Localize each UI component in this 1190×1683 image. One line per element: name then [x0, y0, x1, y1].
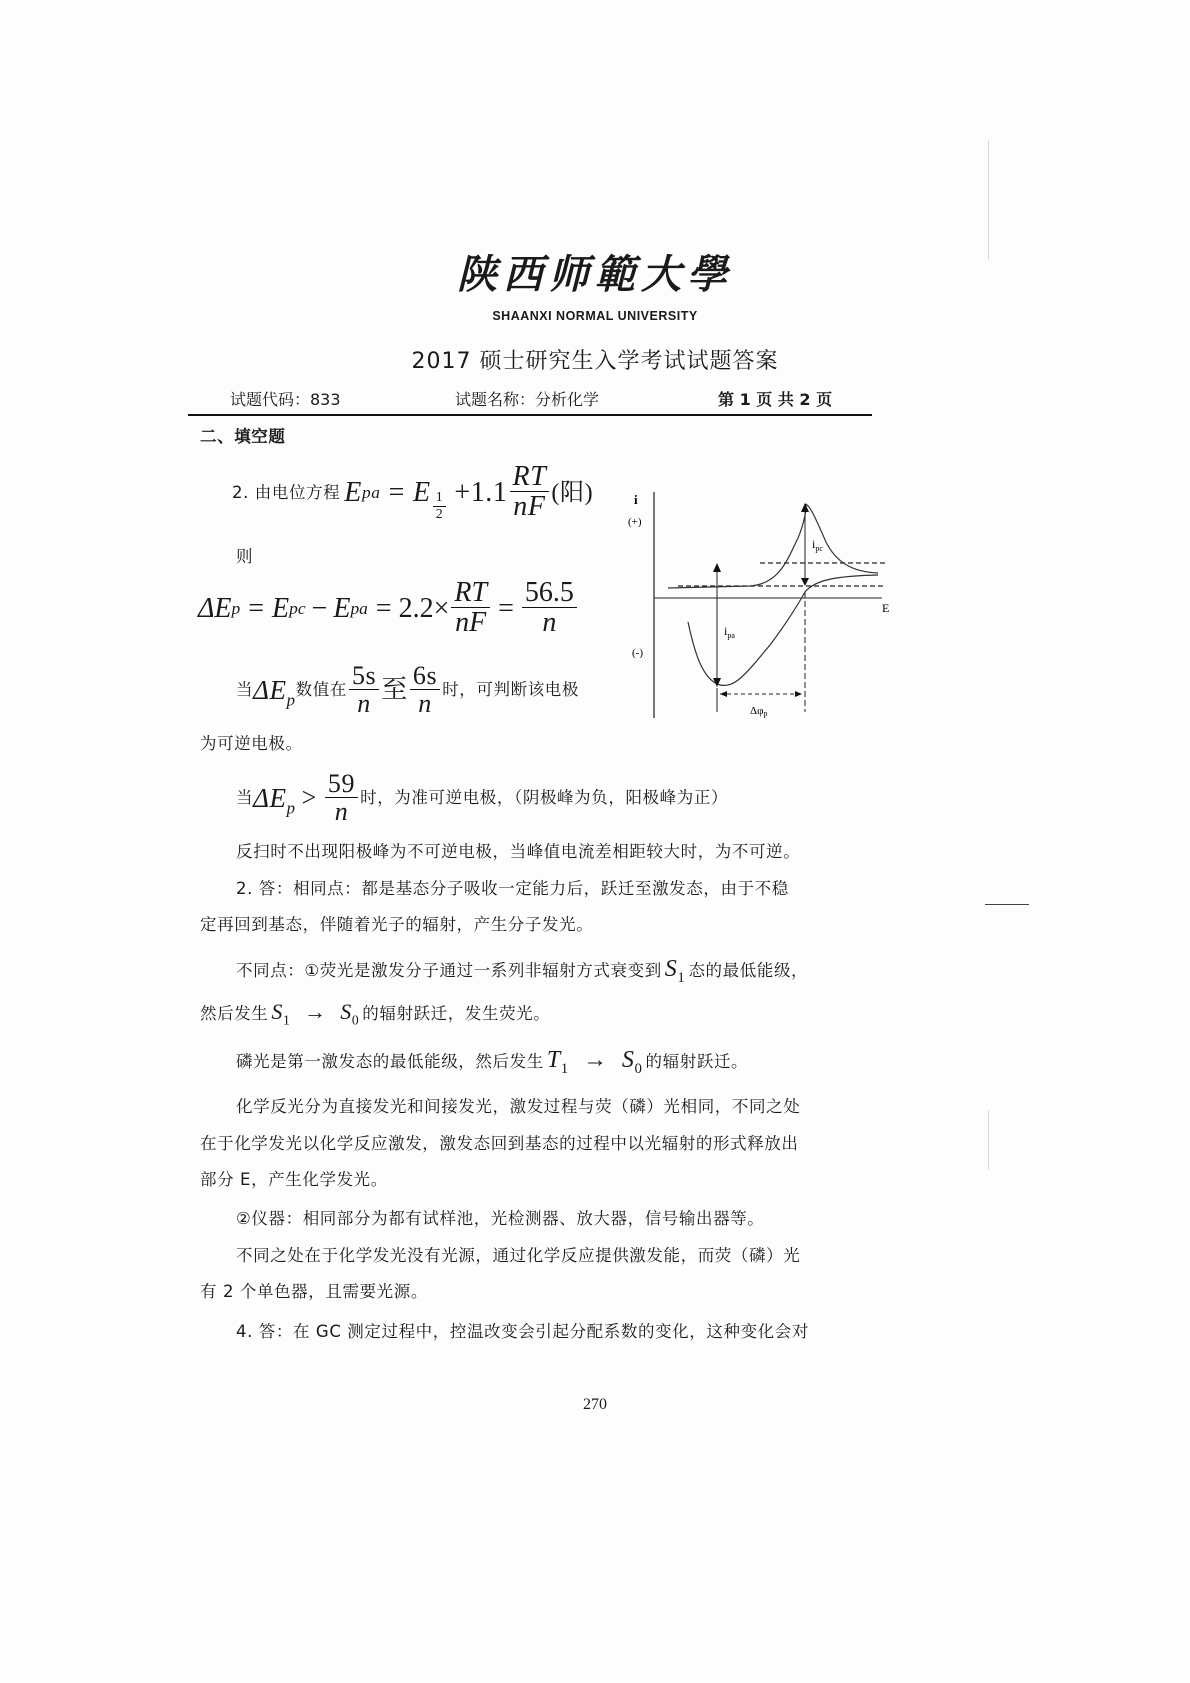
chemiluminescence-text-3: 部分 E，产生化学发光。 — [200, 1170, 388, 1189]
exam-name: 试题名称：分析化学 — [455, 390, 600, 409]
eq1-equals: = — [388, 476, 405, 508]
ipc-arrow-head-up — [801, 503, 809, 512]
eq1-coef: +1.1 — [454, 476, 508, 508]
line4-gt: > — [301, 783, 317, 813]
instrument-differences-1: 不同之处在于化学发光没有光源，通过化学反应提供激发能，而荧（磷）光 — [236, 1246, 801, 1265]
then-label: 则 — [236, 547, 254, 566]
ipc-arrow-head-down — [801, 578, 809, 586]
cyclic-voltammogram-diagram — [620, 480, 900, 735]
negative-label: (-) — [632, 647, 643, 659]
instrument-differences-2: 有 2 个单色器，且需要光源。 — [200, 1282, 428, 1301]
line3-delta-ep: $\Delta E_p$ — [253, 674, 296, 710]
eq1-fraction: $\frac{RT}{nF}$ — [510, 462, 550, 523]
equation-2: ΔE p = E pc − E pa = 2.2× $\frac{RT}{nF}$ = $\frac{56.5}{n}$ — [198, 578, 579, 639]
header-rule — [188, 414, 872, 416]
line3-prefix: 当 — [236, 680, 254, 700]
eq2-minus: − — [311, 592, 328, 624]
instrument-similarities: ②仪器：相同部分为都有试样池，光检测器、放大器，信号输出器等。 — [236, 1209, 765, 1228]
page-number: 270 — [583, 1396, 607, 1413]
phosphorescence-prefix: 磷光是第一激发态的最低能级，然后发生 — [236, 1052, 544, 1071]
positive-label: (+) — [628, 516, 642, 528]
fluorescence-prefix: 不同点：①荧光是激发分子通过一系列非辐射方式衰变到 — [236, 961, 662, 980]
equation-1-line — [232, 462, 593, 523]
line3-to: 至 — [381, 675, 408, 706]
university-logo-cn: 陕西师範大學 — [457, 251, 733, 298]
transition-suffix: 的辐射跃迁，发生荧光。 — [362, 1004, 551, 1023]
delta-arrow-head-right — [795, 691, 802, 697]
section-heading: 二、填空题 — [200, 427, 286, 446]
y-axis-label: i — [634, 492, 638, 507]
eq2-result: $\frac{56.5}{n}$ — [522, 578, 577, 639]
scan-edge-mark-2 — [988, 1110, 989, 1170]
line4-suffix: 时，为准可逆电极，（阴极峰为负，阳极峰为正） — [360, 788, 729, 808]
eq2-epc: E — [272, 592, 290, 624]
cathodic-branch — [668, 504, 878, 588]
eq2-epa: E — [333, 592, 351, 624]
phosphorescence-suffix: 的辐射跃迁。 — [645, 1052, 749, 1071]
similarities-text-2: 定再回到基态，伴随着光子的辐射，产生分子发光。 — [200, 915, 594, 934]
university-logo-en: SHAANXI NORMAL UNIVERSITY — [492, 309, 698, 323]
fluorescence-line — [236, 953, 808, 984]
equation-1: E pa = E $\frac{1}{2}$ +1.1 $\frac{RT}{nF}$ (阳) — [344, 461, 594, 523]
scan-edge-mark — [988, 140, 989, 260]
delta-arrow-head-left — [720, 691, 727, 697]
x-axis-label: E — [882, 601, 890, 615]
ipa-arrow-head-up — [713, 563, 721, 572]
question-4-text: 4. 答：在 GC 测定过程中，控温改变会引起分配系数的变化，这种变化会对 — [236, 1322, 809, 1341]
line3-mid: 数值在 — [295, 680, 347, 700]
ipa-label: $i_{pa}$ — [724, 624, 735, 640]
line3-frac-2: $\frac{6s}{n}$ — [410, 662, 440, 719]
fluorescence-suffix: 态的最低能级， — [688, 961, 809, 980]
eq2-equals: = — [248, 592, 265, 624]
document-title: 2017 硕士研究生入学考试试题答案 — [411, 349, 779, 374]
page-info: 第 1 页 共 2 页 — [718, 390, 833, 409]
t1-to-s0: $T_1 \to S_0$ — [546, 1047, 643, 1077]
equation-1-intro: 2. 由电位方程 — [232, 482, 341, 502]
eq1-rhs-e: E — [412, 476, 431, 508]
s1-to-s0: $S_1 \to S_0$ — [271, 999, 360, 1028]
line4-delta-ep: $\Delta E_p$ — [253, 782, 296, 818]
quasi-reversible-line — [236, 770, 728, 827]
ipc-label: $i_{pc}$ — [812, 537, 823, 553]
eq1-lhs: E — [344, 476, 363, 508]
chemiluminescence-text-2: 在于化学发光以化学反应激发，激发态回到基态的过程中以光辐射的形式释放出 — [200, 1134, 799, 1153]
similarities-text-1: 2. 答：相同点：都是基态分子吸收一定能力后，跃迁至激发态，由于不稳 — [236, 879, 789, 898]
eq1-half: $\frac{1}{2}$ — [433, 491, 447, 522]
line4-prefix: 当 — [236, 788, 254, 808]
eq2-coef: = 2.2× — [375, 592, 450, 624]
chemiluminescence-text-1: 化学反光分为直接发光和间接发光，激发过程与荧（磷）光相同，不同之处 — [236, 1097, 801, 1116]
exam-code: 试题代码：833 — [230, 390, 341, 409]
phosphorescence-line — [236, 1044, 748, 1075]
reversible-condition-line — [236, 662, 579, 719]
eq1-note: (阳) — [551, 479, 594, 506]
s1-symbol: $S_1$ — [664, 956, 686, 986]
fluorescence-transition-line — [200, 998, 550, 1027]
transition-prefix: 然后发生 — [200, 1004, 269, 1023]
eq2-equals-2: = — [498, 592, 514, 624]
line3-suffix: 时，可判断该电极 — [442, 680, 580, 700]
line4-frac: $\frac{59}{n}$ — [325, 770, 358, 827]
eq2-fraction: $\frac{RT}{nF}$ — [451, 578, 490, 639]
delta-phi-label: Δφp — [750, 705, 768, 718]
line3-frac-1: $\frac{5s}{n}$ — [349, 662, 379, 719]
reversible-electrode-text: 为可逆电极。 — [200, 734, 303, 753]
margin-mark — [985, 904, 1029, 905]
eq2-delta: ΔE — [198, 592, 232, 624]
irreversible-text: 反扫时不出现阳极峰为不可逆电极，当峰值电流差相距较大时，为不可逆。 — [236, 842, 801, 861]
